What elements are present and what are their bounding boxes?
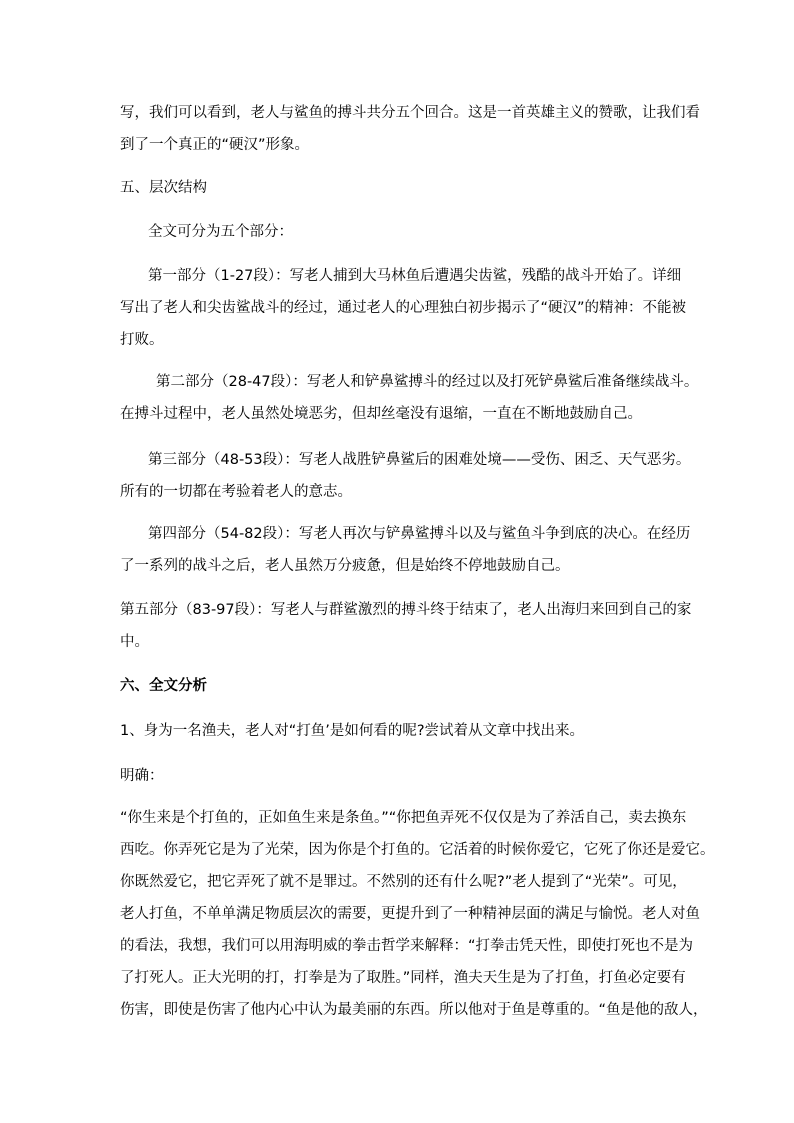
part-3-line-2: 所有的一切都在考验着老人的意志。 [120, 484, 352, 500]
section-heading: 五、层次结构 [120, 180, 207, 196]
part-2-paragraph [120, 366, 699, 430]
question-text: 1、身为一名渔夫，老人对“打鱼’是如何看的呢?尝试着从文章中找出来。 [120, 723, 585, 739]
part-5-line-2: 中。 [120, 634, 149, 650]
intro-line-1: 写，我们可以看到，老人与鲨鱼的搏斗共分五个回合。这是一首英雄主义的赞歌，让我们看 [120, 105, 700, 121]
answer-line: 的看法，我想，我们可以用海明威的拳击哲学来解释：“打拳击凭天性，即使打死也不是为 [120, 938, 694, 954]
section-6-heading [120, 670, 678, 702]
part-3-line-1: 第三部分（48-53段）：写老人战胜铲鼻鲨后的困难处境——受伤、困乏、天气恶劣。 [148, 452, 691, 468]
answer-line: 你既然爱它，把它弄死了就不是罪过。不然别的还有什么呢?”老人提到了“光荣”。可见， [120, 874, 687, 890]
part-5-line-1: 第五部分（83-97段）：写老人与群鲨激烈的搏斗终于结束了，老人出海归来回到自己的家 [120, 602, 692, 618]
question-1 [120, 715, 678, 747]
answer-line: 西吃。你弄死它是为了光荣，因为你是个打鱼的。它活着的时候你爱它，它死了你还是爱它。 [120, 842, 715, 858]
summary-text: 全文可分为五个部分： [148, 224, 293, 240]
part-1-paragraph [120, 260, 687, 356]
answer-label: 明确： [120, 768, 164, 784]
part-2-line-2: 在搏斗过程中，老人虽然处境恶劣，但却丝毫没有退缩，一直在不断地鼓励自己。 [120, 406, 642, 422]
answer-label-block [120, 760, 678, 792]
section-5-heading [120, 172, 678, 204]
part-1-line-2: 写出了老人和尖齿鲨战斗的经过，通过老人的心理独白初步揭示了“硬汉”的精神：不能被 [120, 300, 687, 316]
part-4-line-2: 了一系列的战斗之后，老人虽然万分疲惫，但是始终不停地鼓励自己。 [120, 558, 570, 574]
part-2-line-1: 第二部分（28-47段）：写老人和铲鼻鲨搏斗的经过以及打死铲鼻鲨后准备继续战斗。 [156, 374, 699, 390]
answer-line: 伤害，即使是伤害了他内心中认为最美丽的东西。所以他对于鱼是尊重的。“鱼是他的敌人， [120, 1002, 708, 1018]
part-3-paragraph [120, 444, 691, 508]
part-1-line-3: 打败。 [120, 332, 164, 348]
answer-line: 老人打鱼，不单单满足物质层次的需要，更提升到了一种精神层面的满足与愉悦。老人对鱼 [120, 906, 700, 922]
answer-paragraph [120, 802, 715, 1026]
intro-line-2: 到了一个真正的“硬汉”形象。 [120, 137, 310, 153]
part-4-paragraph [120, 518, 691, 582]
intro-paragraph [120, 97, 700, 161]
part-5-paragraph [120, 594, 692, 658]
part-4-line-1: 第四部分（54-82段）：写老人再次与铲鼻鲨搏斗以及与鲨鱼斗争到底的决心。在经历 [148, 526, 691, 542]
part-1-line-1: 第一部分（1-27段）：写老人捕到大马林鱼后遭遇尖齿鲨，残酷的战斗开始了。详细 [148, 268, 682, 284]
section-heading: 六、全文分析 [120, 678, 207, 694]
answer-line: 了打死人。正大光明的打，打拳是为了取胜。”同样，渔夫天生是为了打鱼，打鱼必定要有 [120, 970, 686, 986]
answer-line: “你生来是个打鱼的，正如鱼生来是条鱼。”“你把鱼弄死不仅仅是为了养活自己，卖去换东 [120, 810, 687, 826]
structure-summary [148, 216, 706, 248]
